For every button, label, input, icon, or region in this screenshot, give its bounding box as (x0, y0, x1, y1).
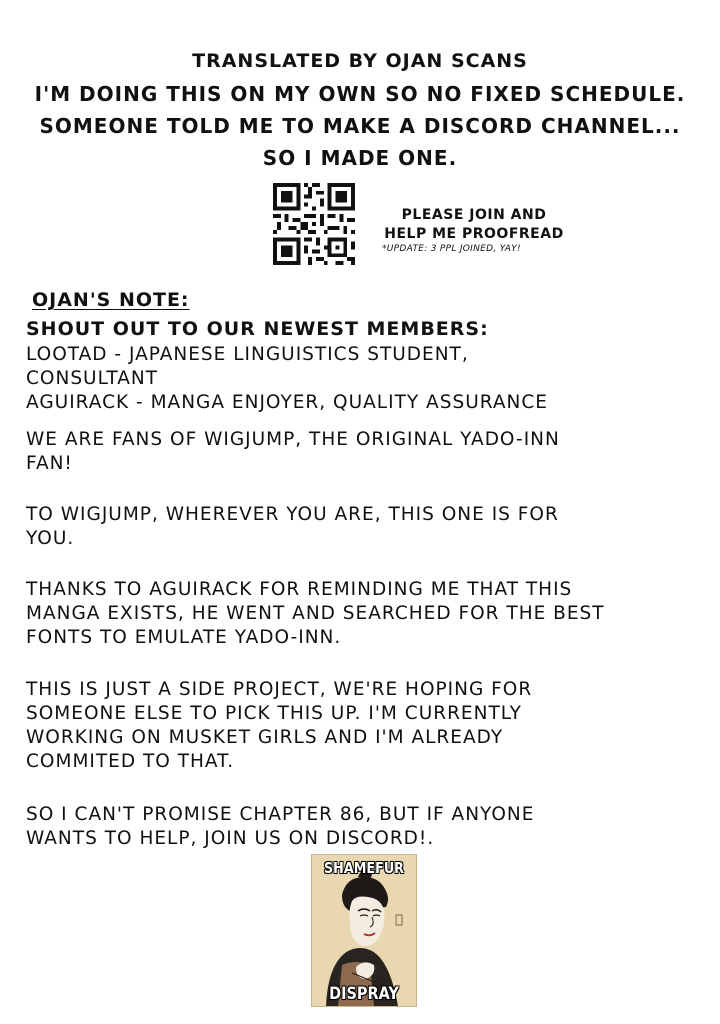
meme-image (311, 854, 417, 1007)
paragraph-promise (26, 803, 706, 851)
paragraph-line: WORKING ON MUSKET GIRLS AND I'M ALREADY (26, 727, 504, 748)
update-note: *UPDATE: 3 PPL JOINED, YAY! (382, 244, 521, 254)
meme-bottom-caption: DISPRAY (329, 984, 399, 1004)
paragraph-line: THIS IS JUST A SIDE PROJECT, WE'RE HOPING FOR (26, 679, 533, 700)
member-line: CONSULTANT (26, 368, 159, 389)
member-line: LOOTAD - JAPANESE LINGUISTICS STUDENT, (26, 344, 469, 365)
paragraph-line: YOU. (26, 528, 75, 549)
join-line-2: HELP ME PROOFREAD (384, 226, 564, 242)
paragraph-line: MANGA EXISTS, HE WENT AND SEARCHED FOR THE BEST (26, 603, 605, 624)
paragraph-line: FAN! (26, 453, 73, 474)
header-line-2: I'M DOING THIS ON MY OWN SO NO FIXED SCHEDULE. (34, 82, 686, 106)
join-message (374, 206, 574, 244)
paragraph-line: WANTS TO HELP, JOIN US ON DISCORD!. (26, 828, 435, 849)
member-line: AGUIRACK - MANGA ENJOYER, QUALITY ASSURANCE (26, 392, 548, 413)
paragraph-line: TO WIGJUMP, WHEREVER YOU ARE, THIS ONE IS FOR (26, 504, 559, 525)
paragraph-fans (26, 428, 706, 476)
qr-code-icon[interactable] (272, 183, 356, 265)
paragraph-dedication (26, 503, 706, 551)
note-heading: OJAN'S NOTE: (32, 289, 190, 311)
join-line-1: PLEASE JOIN AND (401, 207, 547, 223)
shout-out-heading: SHOUT OUT TO OUR NEWEST MEMBERS: (26, 318, 489, 340)
paragraph-line: WE ARE FANS OF WIGJUMP, THE ORIGINAL YADO-INN (26, 429, 560, 450)
header-line-1: TRANSLATED BY OJAN SCANS (192, 50, 528, 72)
members-list (26, 343, 706, 415)
header-line-3: SOMEONE TOLD ME TO MAKE A DISCORD CHANNEL... (39, 114, 681, 138)
header-line-4: SO I MADE ONE. (262, 146, 458, 170)
paragraph-line: SOMEONE ELSE TO PICK THIS UP. I'M CURRENTLY (26, 703, 522, 724)
paragraph-line: SO I CAN'T PROMISE CHAPTER 86, BUT IF ANYONE (26, 804, 535, 825)
paragraph-line: THANKS TO AGUIRACK FOR REMINDING ME THAT THIS (26, 579, 573, 600)
paragraph-side-project (26, 678, 706, 774)
paragraph-thanks (26, 578, 706, 650)
paragraph-line: FONTS TO EMULATE YADO-INN. (26, 627, 342, 648)
paragraph-line: COMMITED TO THAT. (26, 751, 235, 772)
meme-top-caption: SHAMEFUR (323, 859, 405, 877)
